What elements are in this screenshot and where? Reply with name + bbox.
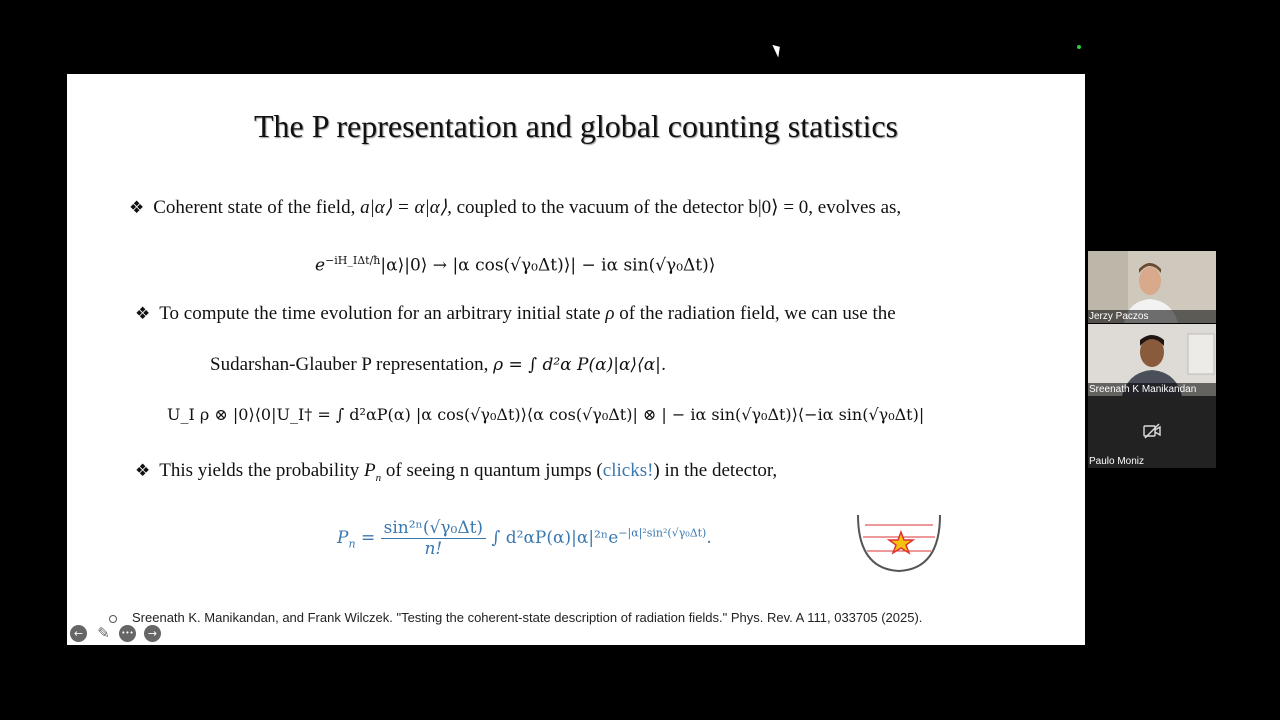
equation-3-end: . [706,528,712,548]
mouse-cursor [772,42,783,57]
equation-3-fraction [381,518,486,559]
bullet-2-math: ρ [605,303,615,324]
slide-title: The P representation and global counting statistics [254,108,898,144]
participant-name-2: Sreenath K Manikandan [1088,383,1216,396]
star-icon [889,532,913,553]
bullet-icon: ❖ [135,304,151,323]
next-slide-button[interactable]: → [144,625,161,642]
equation-1-body: |α⟩|0⟩ → |α cos(√γ₀Δt)⟩| − iα sin(√γ₀Δt)⟩ [380,255,716,276]
equation-3-numerator: sin²ⁿ(√γ₀Δt) [381,518,486,539]
equation-3: $P_n$ = $\frac{\text{sin²ⁿ(√γ₀Δt)}}{n!}$ ∫ d²αP(α)|α|²ⁿe$^{-|\alpha|^2sin^2(√\gamma_0\Delta t)}$. [337,518,712,559]
equation-1: $e^{-iH\_I\Delta t/ħ}|\alpha⟩|0⟩ \to |\alpha$ cos(√γ₀Δt)⟩| − iα sin(√γ₀Δt)⟩ [315,254,716,276]
reference-citation: Sreenath K. Manikandan, and Frank Wilczek. "Testing the coherent-state description of radiation fields." Phys. Rev. A 111, 033705 (2025). [132,610,923,625]
video-off-icon [1143,423,1161,439]
equation-3-sub: n [348,537,356,551]
bullet-3 [135,460,777,484]
bullet-3-math: P [364,460,376,481]
equation-3-exponent: −|α|²sin²(√γ₀Δt) [618,526,707,540]
presentation-slide [67,74,1085,645]
participant-tile-3[interactable] [1088,396,1216,468]
reference-marker [109,615,117,623]
more-options-button[interactable]: ••• [119,625,136,642]
equation-3-integral: ∫ d²αP(α)|α|²ⁿe [491,528,619,548]
pen-tool-button[interactable]: ✎ [97,624,110,642]
bullet-2 [135,303,896,325]
equation-3-lhs: P [337,528,349,548]
bullet-3-text-b: of seeing n quantum jumps ( [381,460,603,481]
bullet-3-math-sub: n [375,471,382,484]
bullet-1-text-b: coupled to the vacuum of the detector b|0⟩ = 0, evolves as, [451,197,902,218]
bullet-2b-text: Sudarshan-Glauber P representation, [210,354,494,375]
bullet-3-text-c: ) in the detector, [653,460,778,481]
clicks-highlight: clicks! [602,460,654,481]
bullet-2-text-b: of the radiation field, we can use the [614,303,896,324]
equation-3-denominator: n! [424,539,443,559]
bullet-2-text-a: To compute the time evolution for an arbitrary initial state [159,303,606,324]
participant-tile-2[interactable] [1088,324,1216,396]
bullet-1 [129,196,901,219]
participant-name-3: Paulo Moniz [1089,456,1145,467]
status-dot [1077,45,1081,49]
participant-tile-1[interactable] [1088,251,1216,323]
prev-slide-button[interactable]: ← [70,625,87,642]
p-representation-math: ρ = ∫ d²α P(α)|α⟩⟨α|. [493,355,667,375]
bullet-1-math: a|α⟩ = α|α⟩, [360,197,452,218]
bullet-icon: ❖ [135,461,151,480]
equation-1-exponent: −iH_IΔt/ħ [325,254,381,267]
equation-2: U_I ρ ⊗ |0⟩⟨0|U_I† = ∫ d²αP(α) |α cos(√γ₀Δt)⟩⟨α cos(√γ₀Δt)| ⊗ | − iα sin(√γ₀Δt)⟩⟨−iα sin(√γ₀Δt)| [167,405,925,424]
bullet-2-continued [210,354,666,376]
bullet-3-text-a: This yields the probability [159,460,365,481]
trap-star-figure [853,511,945,575]
participant-name-1: Jerzy Paczos [1088,310,1216,323]
bullet-icon: ❖ [129,198,145,217]
bullet-1-text-a: Coherent state of the field, [153,197,361,218]
